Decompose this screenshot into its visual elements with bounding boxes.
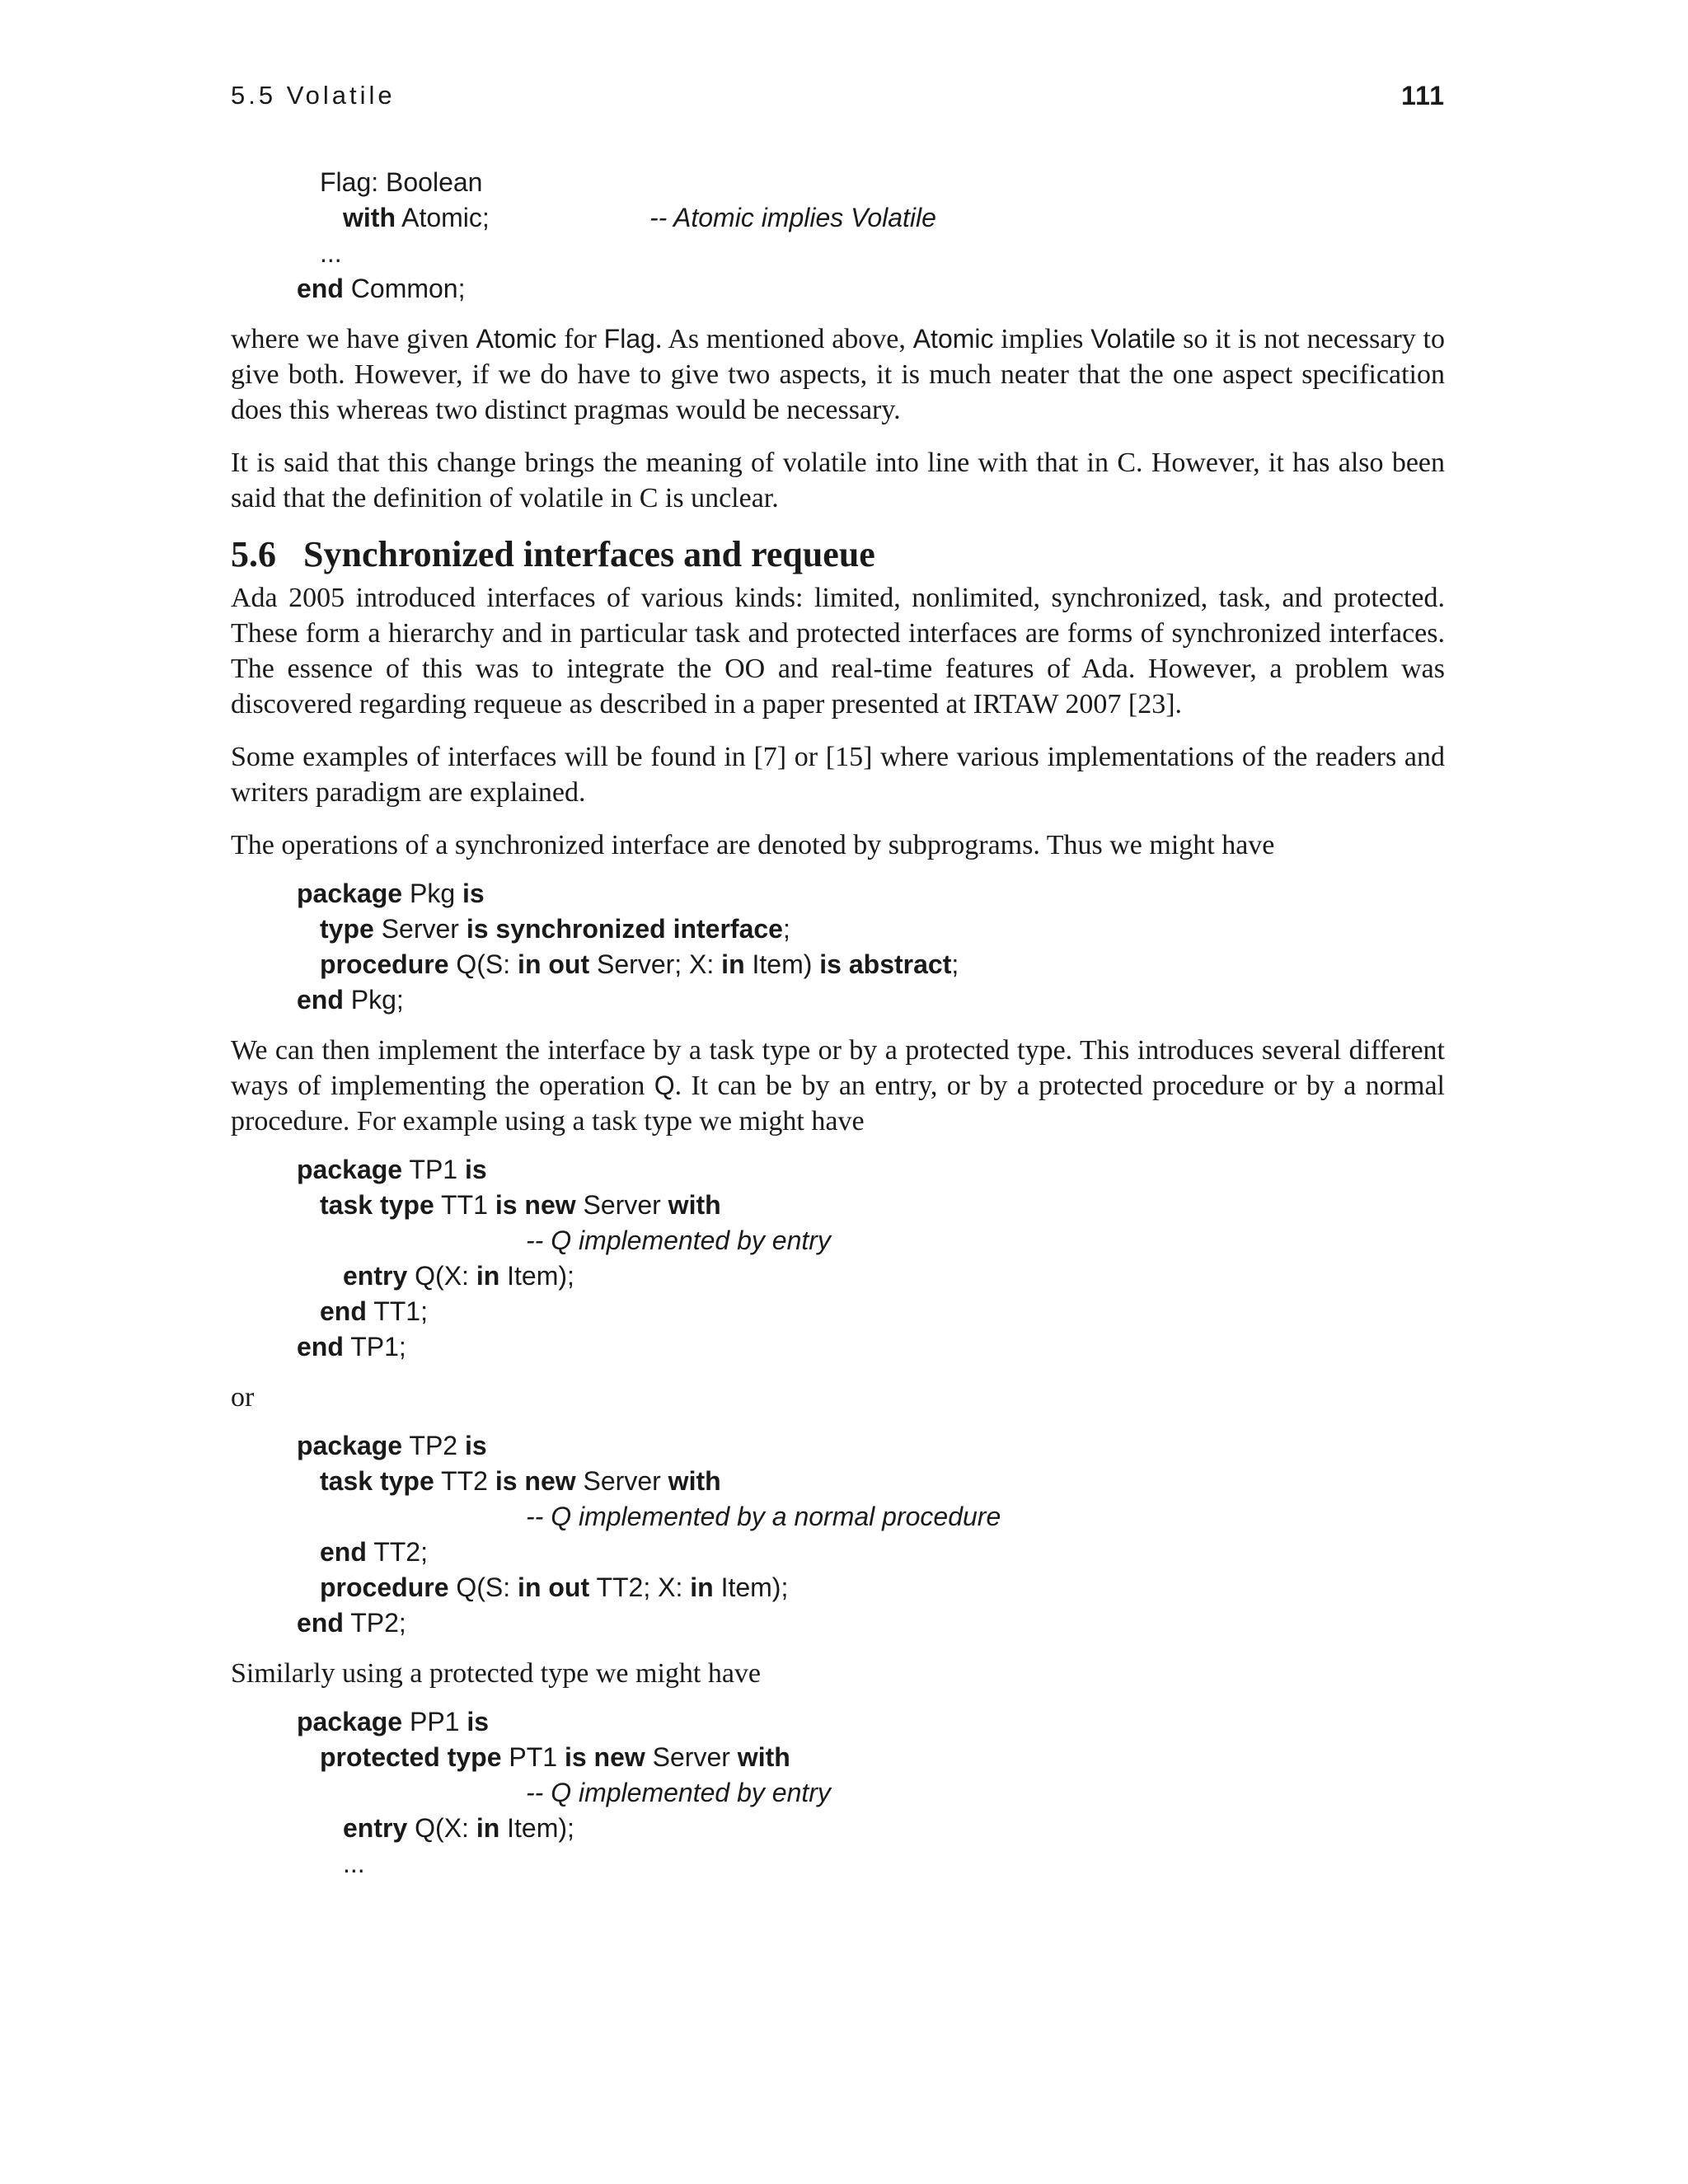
code-text: TT2; [366,1537,428,1567]
code-text: Item); [713,1572,789,1602]
code-keyword: with [668,1466,721,1496]
code-line [231,200,1445,236]
code-text: TP2; [343,1608,406,1638]
code-text: TT1; [366,1296,428,1326]
code-line [231,1740,1445,1775]
code-keyword: end [320,1296,367,1326]
paragraph: The operations of a synchronized interface are denoted by subprograms. Thus we might have [231,830,1275,860]
text-run: Flag [603,324,655,354]
code-keyword: protected type [320,1742,502,1772]
text-run: We can then implement the interface by a task type or by a protected type. This introduces several different ways of implementing the operation [231,1035,1445,1101]
text-run: Atomic [476,324,557,354]
text-run: . As mentioned above, [654,324,913,354]
code-block-tp2 [231,1428,1445,1641]
code-line [231,1535,1445,1570]
code-text: Server; X: [589,949,722,979]
section-heading [231,532,1445,577]
code-line [231,912,1445,947]
code-text: Item); [499,1813,574,1843]
code-block-pkg [231,876,1445,1018]
code-keyword: is new [495,1466,576,1496]
code-text: Server [645,1742,738,1772]
code-keyword: end [297,1608,344,1638]
code-keyword: package [297,1707,403,1736]
code-keyword: end [297,1332,344,1361]
code-text: Server [575,1466,668,1496]
code-comment: -- Atomic implies Volatile [649,203,936,232]
code-text: TT2; X: [589,1572,691,1602]
code-keyword: is synchronized interface [466,914,783,944]
paragraph [231,321,1445,428]
page-number: 111 [1401,81,1445,110]
code-keyword: package [297,879,403,908]
code-line [231,876,1445,912]
code-line [231,1258,1445,1294]
code-line [231,947,1445,982]
code-text: Server [373,914,467,944]
paragraph: or [231,1382,255,1413]
code-line [231,1329,1445,1365]
code-block-pp1 [231,1704,1445,1882]
code-text: ; [782,914,790,944]
page-header [231,81,1445,117]
code-keyword: end [297,985,344,1015]
code-text: Q(S: [448,949,518,979]
code-block-flag [231,165,1445,307]
code-text: Q(X: [407,1813,476,1843]
code-line [231,1464,1445,1499]
code-text: Server [575,1190,668,1220]
code-text: TT2 [434,1466,495,1496]
code-keyword: entry [343,1813,408,1843]
code-keyword: in [476,1261,500,1291]
code-keyword: with [668,1190,721,1220]
page-content [231,165,1445,1882]
text-run: Synchronized interfaces and requeue [303,534,875,574]
text-run: Volatile [1090,324,1176,354]
code-text: TT1 [434,1190,495,1220]
code-text: TP1; [343,1332,406,1361]
code-text: Pkg [402,879,462,908]
code-line [231,236,1445,271]
code-comment: -- Q implemented by entry [526,1226,831,1255]
code-text: ; [951,949,959,979]
code-line [231,1605,1445,1641]
code-line [231,1570,1445,1605]
code-text: Common; [343,274,466,303]
code-keyword: in [476,1813,500,1843]
code-keyword: in out [518,949,590,979]
code-text: Atomic; [395,203,490,232]
code-line [231,1188,1445,1223]
code-keyword: type [320,914,374,944]
code-line [231,1499,1445,1535]
code-text: ... [320,238,342,268]
code-line [231,1152,1445,1188]
code-line [231,1428,1445,1464]
code-keyword: procedure [320,1572,449,1602]
code-line [231,1811,1445,1846]
paragraph: Ada 2005 introduced interfaces of various kinds: limited, nonlimited, synchronized, task, and protected. These form a hierarchy and in particular task and protected interfaces are forms of synchronized interfaces. The essence of this was to integrate the OO and real-time features of Ada. However, a problem was discovered regarding requeue as described in a paper presented at IRTAW 2007 [23]. [231,583,1445,719]
code-text: Q(X: [407,1261,476,1291]
code-text: ... [343,1849,365,1878]
code-keyword: with [737,1742,790,1772]
text-run: so it is not necessary to give both. However, if we do have to give two aspects, it is much neater that the one aspect specification does this whereas two distinct pragmas would be necessary. [231,324,1446,425]
running-head: 5.5 Volatile [231,81,396,110]
code-keyword: is [464,1431,487,1460]
code-text: Flag: Boolean [320,167,483,197]
code-line [231,271,1445,307]
code-line [231,1775,1445,1811]
paragraph [231,1033,1445,1139]
code-text: PP1 [402,1707,467,1736]
code-keyword: is [462,879,485,908]
text-run: implies [993,324,1091,354]
code-keyword: is new [495,1190,576,1220]
code-text: Q(S: [448,1572,518,1602]
code-keyword: is abstract [819,949,952,979]
code-keyword: in [690,1572,714,1602]
code-keyword: end [297,274,344,303]
code-keyword: entry [343,1261,408,1291]
paragraph: Some examples of interfaces will be found in [7] or [15] where various implementations of the readers and writers paradigm are explained. [231,742,1445,808]
text-run: Q [654,1071,675,1100]
code-comment: -- Q implemented by entry [526,1778,831,1807]
code-text: TP1 [402,1155,465,1184]
code-keyword: is new [564,1742,645,1772]
text-run: for [556,324,604,354]
code-line [231,165,1445,200]
paragraph: It is said that this change brings the meaning of volatile into line with that in C. However, it has also been said that the definition of volatile in C is unclear. [231,448,1445,513]
code-text: Item); [499,1261,574,1291]
text-run: . It can be by an entry, or by a protected procedure or by a normal procedure. For example using a task type we might have [231,1071,1445,1137]
code-line [231,1846,1445,1882]
code-keyword: is [467,1707,490,1736]
text-run: 5.6 [231,534,276,574]
code-block-tp1 [231,1152,1445,1365]
code-text: Pkg; [343,985,404,1015]
code-text: PT1 [501,1742,565,1772]
code-keyword: package [297,1155,403,1184]
code-keyword: with [343,203,396,232]
code-text: TP2 [402,1431,465,1460]
code-keyword: is [464,1155,487,1184]
code-keyword: in [721,949,745,979]
code-keyword: task type [320,1190,434,1220]
code-keyword: procedure [320,949,449,979]
code-comment: -- Q implemented by a normal procedure [526,1502,1001,1531]
code-text: Item) [744,949,820,979]
code-keyword: task type [320,1466,434,1496]
code-keyword: in out [518,1572,590,1602]
code-keyword: package [297,1431,403,1460]
text-run: Atomic [912,324,994,354]
code-line [231,982,1445,1018]
text-run: where we have given [231,324,476,354]
paragraph: Similarly using a protected type we might have [231,1658,762,1689]
code-keyword: end [320,1537,367,1567]
code-line [231,1704,1445,1740]
code-line [231,1223,1445,1258]
code-line [231,1294,1445,1329]
